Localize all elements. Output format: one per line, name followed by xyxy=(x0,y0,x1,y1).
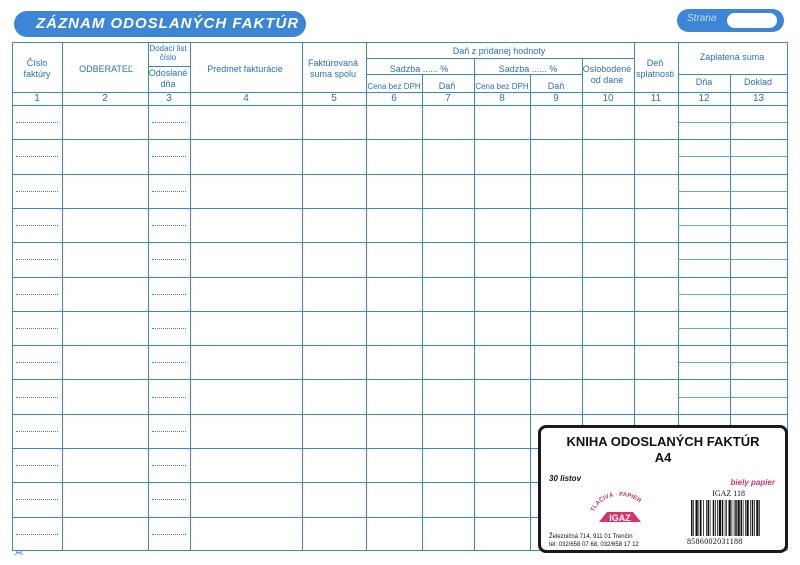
column-number: 7 xyxy=(445,93,451,104)
header-base-b: Cena bez DPH xyxy=(475,82,529,91)
table-row-line xyxy=(12,242,787,243)
cover-paper-type: biely papier xyxy=(730,478,775,487)
header-rate-a: Sadzba ...... % xyxy=(389,64,449,74)
page-number-field[interactable] xyxy=(677,9,784,32)
svg-text:TLAČIVÁ · PAPIER xyxy=(590,491,642,512)
header-exempt: Oslobodené od dane xyxy=(582,64,632,85)
column-divider xyxy=(422,74,423,550)
header-subject: Predmet fakturácie xyxy=(207,64,283,74)
table-row-line xyxy=(12,311,787,312)
invoice-number-dotline xyxy=(16,156,58,157)
product-cover-label xyxy=(538,425,788,553)
column-number: 1 xyxy=(34,93,40,104)
paid-subrow-line xyxy=(678,362,787,363)
barcode-bar xyxy=(700,500,702,536)
column-number: 2 xyxy=(102,93,108,104)
table-row-line xyxy=(12,414,787,415)
invoice-number-dotline xyxy=(16,534,58,535)
column-number: 4 xyxy=(243,93,249,104)
delivery-header-divider xyxy=(148,66,190,67)
barcode-bar xyxy=(725,500,726,536)
delivery-dotline xyxy=(152,328,186,329)
barcode-bar xyxy=(713,500,715,536)
cover-sheet-count: 30 listov xyxy=(549,474,582,483)
column-divider xyxy=(148,42,149,550)
delivery-dotline xyxy=(152,534,186,535)
form-title: ZÁZNAM ODOSLANÝCH FAKTÚR xyxy=(14,11,306,37)
table-row-line xyxy=(12,345,787,346)
invoice-number-dotline xyxy=(16,191,58,192)
barcode-bar xyxy=(735,500,737,536)
barcode-bar xyxy=(729,500,731,536)
barcode-bar xyxy=(722,500,724,536)
delivery-dotline xyxy=(152,294,186,295)
invoice-number-dotline xyxy=(16,328,58,329)
invoice-number-dotline xyxy=(16,397,58,398)
barcode-bar xyxy=(691,500,693,536)
cover-address xyxy=(549,533,639,549)
column-number: 9 xyxy=(553,93,559,104)
header-paid-date: Dňa xyxy=(695,77,713,87)
invoice-number-dotline xyxy=(16,294,58,295)
column-divider xyxy=(190,42,191,550)
table-row-line xyxy=(12,174,787,175)
header-paid-group: Zaplatená suma xyxy=(699,52,765,62)
logo-arc-text: TLAČIVÁ · PAPIER xyxy=(590,491,643,513)
header-invoice-number: Číslo faktúry xyxy=(23,58,51,79)
paid-subrow-line xyxy=(678,156,787,157)
barcode-bar xyxy=(706,500,707,536)
header-paid-document: Doklad xyxy=(743,77,772,87)
invoice-number-dotline xyxy=(16,431,58,432)
delivery-dotline xyxy=(152,259,186,260)
column-divider xyxy=(62,42,63,550)
table-row-line xyxy=(12,379,787,380)
delivery-dotline xyxy=(152,397,186,398)
invoice-number-dotline xyxy=(16,465,58,466)
barcode-bar xyxy=(708,500,710,536)
barcode-bar xyxy=(732,500,733,536)
delivery-dotline xyxy=(152,225,186,226)
delivery-dotline xyxy=(152,122,186,123)
cover-title: KNIHA ODOSLANÝCH FAKTÚR xyxy=(566,434,760,449)
number-row-line xyxy=(12,105,787,106)
column-number: 8 xyxy=(499,93,505,104)
table-top-border xyxy=(12,42,787,43)
header-tax-a: Daň xyxy=(438,81,456,91)
barcode-bar xyxy=(696,500,698,536)
barcode-bar xyxy=(726,500,727,536)
column-number: 6 xyxy=(391,93,397,104)
table-row-line xyxy=(12,139,787,140)
delivery-dotline xyxy=(152,465,186,466)
barcode-bar xyxy=(743,500,744,536)
page-label: Strana xyxy=(687,13,717,24)
igaz-logo xyxy=(585,488,655,528)
barcode-bar xyxy=(756,500,758,536)
paid-subrow-line xyxy=(678,122,787,123)
header-tax-b: Daň xyxy=(547,81,565,91)
barcode-bar xyxy=(719,500,721,536)
column-number: 12 xyxy=(698,93,710,104)
paid-subrow-line xyxy=(678,328,787,329)
barcode-bar xyxy=(750,500,751,536)
vat-header-divider xyxy=(366,58,634,59)
invoice-number-dotline xyxy=(16,362,58,363)
barcode-bar xyxy=(710,500,711,536)
page-number-box[interactable] xyxy=(727,13,777,28)
cover-product-code: IGAZ 118 xyxy=(712,489,745,498)
barcode-bar xyxy=(703,500,704,536)
barcode-bar xyxy=(759,500,760,536)
column-divider xyxy=(474,58,475,550)
header-invoiced-total: Faktúrovaná suma spolu xyxy=(307,58,359,79)
paid-subrow-line xyxy=(678,259,787,260)
rate-header-divider xyxy=(366,74,582,75)
maker-mark: J•K xyxy=(14,551,24,557)
header-due-date: Deň splatnosti xyxy=(635,58,675,79)
delivery-dotline xyxy=(152,156,186,157)
column-divider xyxy=(530,74,531,550)
cover-format: A4 xyxy=(654,450,672,465)
paid-subrow-line xyxy=(678,397,787,398)
paid-subrow-line xyxy=(678,225,787,226)
column-number: 13 xyxy=(752,93,765,104)
table-row-line xyxy=(12,277,787,278)
barcode-bar xyxy=(747,500,749,536)
address-line-1: Železničná 714, 911 01 Trenčín xyxy=(549,534,633,540)
header-customer: ODBERATEĽ xyxy=(79,64,133,74)
invoice-number-dotline xyxy=(16,122,58,123)
paid-header-divider xyxy=(678,74,787,75)
table-row-line xyxy=(12,208,787,209)
barcode-bar xyxy=(745,500,746,536)
barcode-bar xyxy=(741,500,743,536)
paid-subrow-line xyxy=(678,191,787,192)
address-line-2: tel: 032/658 07 68, 032/658 17 12 xyxy=(549,542,639,548)
column-divider xyxy=(12,42,13,550)
column-divider xyxy=(302,42,303,550)
invoice-number-dotline xyxy=(16,259,58,260)
barcode-bar xyxy=(754,500,755,536)
barcode-bar xyxy=(693,500,694,536)
column-number: 11 xyxy=(650,93,662,104)
barcode-number: 8586002031188 xyxy=(687,537,743,546)
column-number: 5 xyxy=(331,93,337,104)
barcode-bar xyxy=(738,500,740,536)
barcode-bar xyxy=(734,500,735,536)
barcode-bar xyxy=(717,500,718,536)
column-number: 3 xyxy=(166,93,172,104)
header-sent-date: Odoslané dňa xyxy=(148,68,188,89)
delivery-dotline xyxy=(152,362,186,363)
barcode-bar xyxy=(699,500,700,536)
header-vat-group: Daň z pridanej hodnoty xyxy=(452,46,546,56)
header-delivery-note: Dodací list číslo xyxy=(149,44,187,62)
column-divider xyxy=(366,42,367,550)
logo-name: IGAZ xyxy=(609,513,631,523)
header-base-a: Cena bez DPH xyxy=(367,82,421,91)
column-number: 10 xyxy=(602,93,614,104)
barcode-bar xyxy=(752,500,754,536)
delivery-dotline xyxy=(152,191,186,192)
invoice-number-dotline xyxy=(16,499,58,500)
delivery-dotline xyxy=(152,431,186,432)
delivery-dotline xyxy=(152,499,186,500)
barcode-bar xyxy=(715,500,716,536)
barcode xyxy=(689,500,779,538)
invoice-number-dotline xyxy=(16,225,58,226)
header-rate-b: Sadzba ...... % xyxy=(498,64,558,74)
paid-subrow-line xyxy=(678,294,787,295)
